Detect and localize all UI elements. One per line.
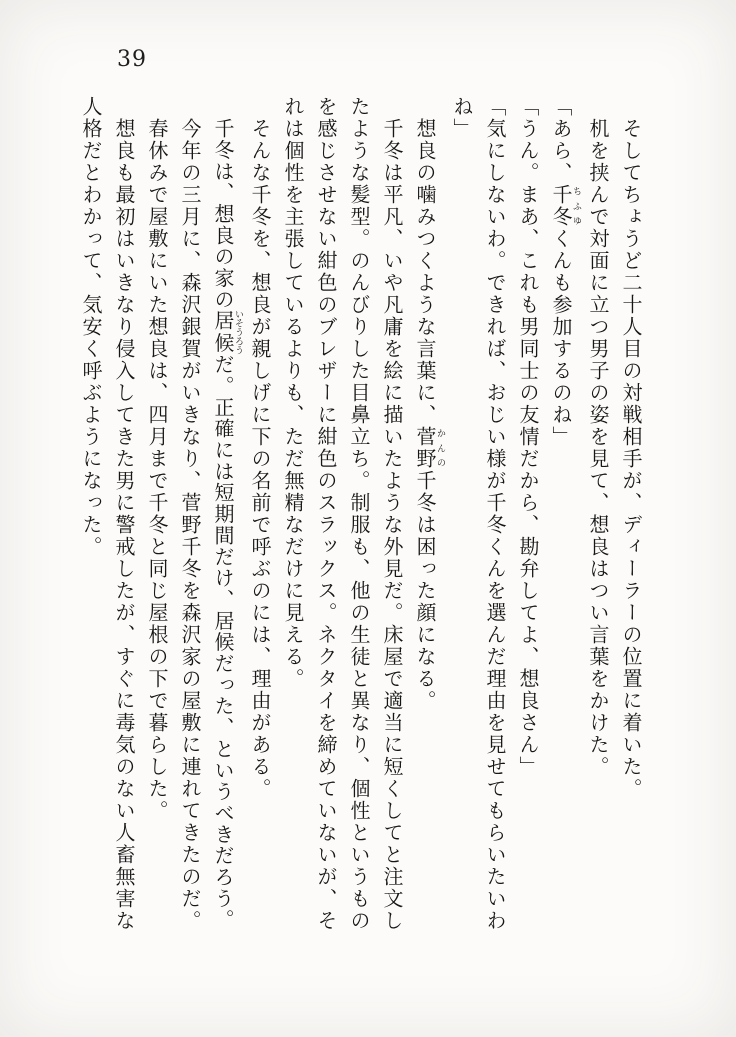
paragraph: 「気にしないわ。できれば、おじい様が千冬くんを選んだ理由を見せてもらいたいわね」 bbox=[450, 96, 507, 932]
ruby-text: かんの bbox=[435, 426, 445, 470]
paragraph: 想良の噛みつくような言葉に、菅野かんの千冬は困った顔になる。 bbox=[413, 118, 445, 712]
paragraph: 千冬は平凡、いや凡庸を絵に描いたような外見だ。床屋で適当に短くしてと注文したような髪型。のんびりした目鼻立ち。制服も、他の生徒と異なり、個性というものを感じさせない紺色のブレザーに紺色のスラックス。ネクタイを締めていないが、それは個性を主張しているよりも、ただ無精なだけに見える。 bbox=[281, 96, 404, 932]
ruby-text: いそうろう bbox=[233, 309, 243, 355]
page-number: 39 bbox=[117, 47, 147, 72]
paragraph: そんな千冬を、想良が親しげに下の名前で呼ぶのには、理由がある。 bbox=[248, 118, 272, 800]
paragraph: 机を挟んで対面に立つ男子の姿を見て、想良はつい言葉をかけた。 bbox=[586, 118, 610, 778]
paragraph: 「うん。まあ、これも男同士の友情だから、勘弁してよ、想良さん」 bbox=[516, 96, 540, 778]
paragraph: 春休みで屋敷にいた想良は、四月まで千冬と同じ屋根の下で暮らした。 bbox=[145, 118, 169, 822]
paragraph: 想良も最初はいきなり侵入してきた男に警戒したが、すぐに毒気のない人畜無害な人格だとわかって、気安く呼ぶようになった。 bbox=[79, 96, 136, 932]
furigana-ruby bbox=[413, 426, 445, 470]
furigana-ruby bbox=[549, 184, 581, 228]
ruby-base: 菅野 bbox=[413, 426, 437, 470]
paragraph: 「あら、千冬ちふゆくんも参加するのね」 bbox=[549, 96, 581, 448]
ruby-base: 千冬 bbox=[549, 184, 573, 228]
furigana-ruby bbox=[211, 309, 243, 355]
ruby-base: 居候 bbox=[211, 309, 235, 355]
paragraph: 今年の三月に、森沢銀賀がいきなり、菅野千冬を森沢家の屋敷に連れてきたのだ。 bbox=[178, 118, 202, 932]
paragraph: 千冬は、想良の家の居候いそうろうだ。正確には短期間だけ、居候だった、というべきだろう。 bbox=[211, 118, 243, 931]
text-block bbox=[74, 96, 647, 934]
ruby-text: ちふゆ bbox=[571, 184, 581, 228]
paragraph: そしてちょうど二十人目の対戦相手が、ディーラーの位置に着いた。 bbox=[619, 118, 643, 800]
